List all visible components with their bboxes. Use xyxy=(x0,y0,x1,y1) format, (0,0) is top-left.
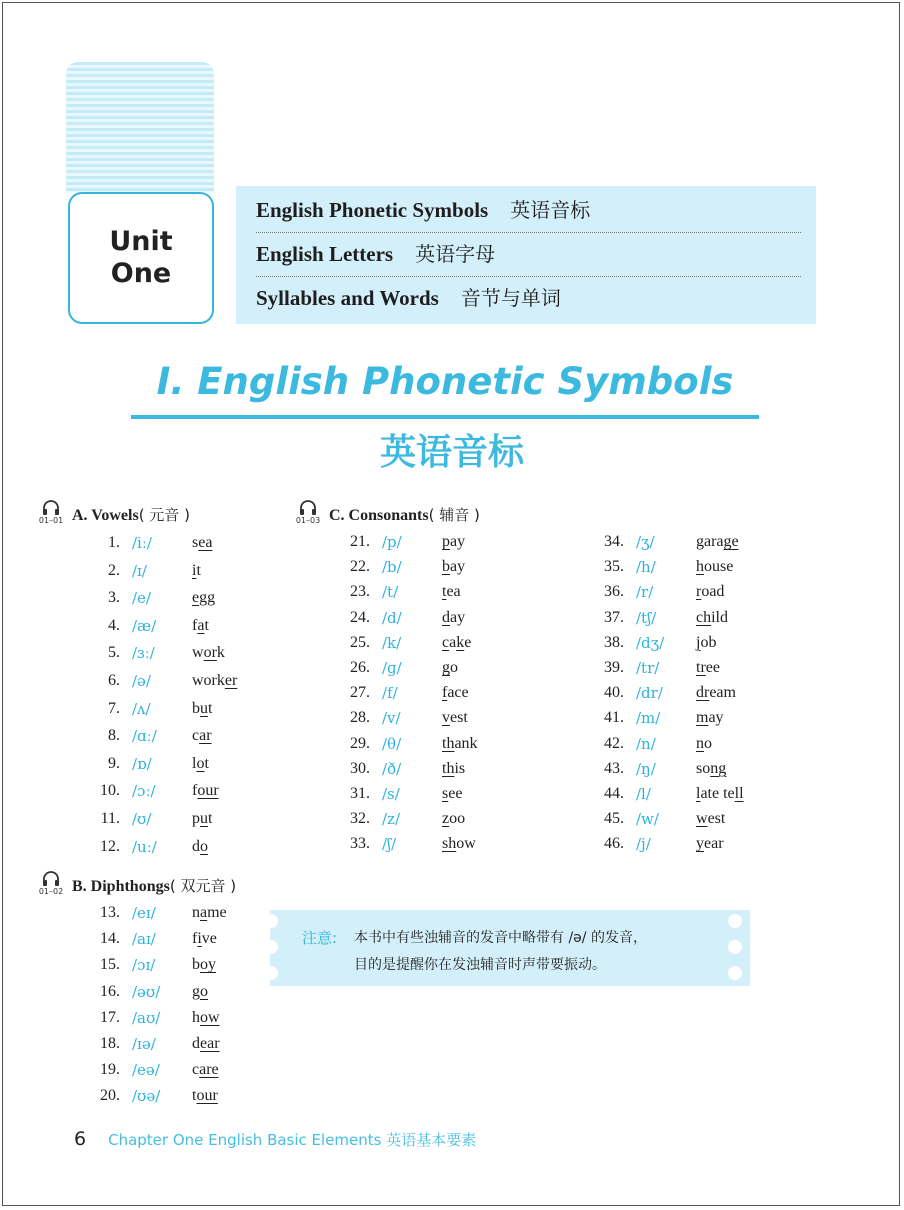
example-word: tree xyxy=(696,659,720,676)
phonetic-symbol: /aɪ/ xyxy=(132,930,156,949)
phonetic-symbol: /ɜː/ xyxy=(132,644,155,663)
row-number: 25. xyxy=(350,633,370,651)
example-word: tour xyxy=(192,1087,218,1105)
row-number: 5. xyxy=(108,644,120,662)
example-word: late tell xyxy=(696,785,744,802)
phonetic-symbol: /n/ xyxy=(636,734,656,753)
row-number: 31. xyxy=(350,785,370,802)
note-text-line: 目的是提醒你在发浊辅音时声带要振动。 xyxy=(354,957,606,973)
example-word: sea xyxy=(192,534,213,551)
row-number: 38. xyxy=(604,633,624,651)
phonetic-symbol: /l/ xyxy=(636,785,651,803)
example-word: thank xyxy=(442,734,478,752)
row-number: 23. xyxy=(350,583,370,601)
phonetic-symbol: /ʌ/ xyxy=(132,699,151,718)
row-number: 7. xyxy=(108,699,120,717)
punch-hole xyxy=(728,914,742,928)
row-number: 28. xyxy=(350,709,370,727)
row-number: 46. xyxy=(604,835,624,853)
example-word: vest xyxy=(442,709,468,727)
phonetic-symbol: /ʊə/ xyxy=(132,1087,161,1106)
headphones-icon xyxy=(42,871,60,887)
punch-hole xyxy=(728,966,742,980)
row-number: 36. xyxy=(604,583,624,601)
audio-track-consonants[interactable]: 01–03 xyxy=(293,500,323,526)
unit-label-box xyxy=(68,192,214,324)
row-number: 13. xyxy=(100,904,120,921)
phonetic-symbol: /r/ xyxy=(636,583,654,602)
row-number: 21. xyxy=(350,533,370,550)
row-number: 9. xyxy=(108,754,120,772)
example-word: may xyxy=(696,709,724,727)
row-number: 19. xyxy=(100,1061,120,1079)
phonetic-symbol: /h/ xyxy=(636,558,656,577)
audio-track-diphthongs[interactable]: 01–02 xyxy=(36,871,66,897)
phonetic-symbol: /ɒ/ xyxy=(132,754,152,773)
example-word: face xyxy=(442,684,469,702)
phonetic-symbol: /aʊ/ xyxy=(132,1008,161,1027)
phonetic-symbol: /iː/ xyxy=(132,534,152,552)
row-number: 20. xyxy=(100,1087,120,1105)
striped-tab-decoration xyxy=(66,62,214,192)
example-word: child xyxy=(696,608,728,626)
row-number: 22. xyxy=(350,558,370,576)
example-word: job xyxy=(696,633,717,651)
example-word: work xyxy=(192,644,225,662)
row-number: 18. xyxy=(100,1035,120,1052)
row-number: 45. xyxy=(604,810,624,828)
example-word: no xyxy=(696,734,712,752)
example-word: lot xyxy=(192,754,209,772)
phonetic-symbol: /ŋ/ xyxy=(636,759,656,778)
phonetic-symbol: /θ/ xyxy=(382,734,402,753)
row-number: 26. xyxy=(350,659,370,676)
phonetic-symbol: /ð/ xyxy=(382,759,402,778)
phonetic-symbol: /p/ xyxy=(382,533,402,551)
phonetic-symbol: /ɔɪ/ xyxy=(132,956,156,975)
row-number: 32. xyxy=(350,810,370,828)
example-word: care xyxy=(192,1061,219,1079)
example-word: pay xyxy=(442,533,466,550)
phonetic-symbol: /dʒ/ xyxy=(636,633,665,652)
phonetic-symbol: /əʊ/ xyxy=(132,982,161,1001)
phonetic-symbol: /dr/ xyxy=(636,684,663,703)
phonetic-symbol: /d/ xyxy=(382,608,402,627)
row-number: 17. xyxy=(100,1008,120,1026)
example-word: west xyxy=(696,810,726,828)
phonetic-symbol: /ə/ xyxy=(132,672,151,690)
headphones-icon xyxy=(299,500,317,516)
example-word: do xyxy=(192,837,208,855)
example-word: but xyxy=(192,699,213,717)
example-word: dream xyxy=(696,684,736,702)
example-word: go xyxy=(192,982,208,1000)
row-number: 15. xyxy=(100,956,120,974)
row-number: 39. xyxy=(604,659,624,676)
phonetic-symbol: /eə/ xyxy=(132,1061,160,1080)
row-number: 43. xyxy=(604,759,624,777)
phonetic-symbol: /t/ xyxy=(382,583,399,602)
row-number: 8. xyxy=(108,727,120,745)
example-word: boy xyxy=(192,956,216,974)
example-word: name xyxy=(192,904,227,921)
note-text-line: 本书中有些浊辅音的发音中略带有 /ə/ 的发音， xyxy=(354,930,647,946)
section-heading-chinese: 英语音标 xyxy=(379,432,524,473)
phonetic-symbol: /k/ xyxy=(382,633,402,652)
row-number: 14. xyxy=(100,930,120,948)
phonetic-symbol: /ʒ/ xyxy=(636,533,655,551)
example-word: zoo xyxy=(442,810,466,828)
topic-item: English Letters 英语字母 xyxy=(256,232,801,277)
row-number: 16. xyxy=(100,982,120,1000)
punch-hole xyxy=(264,966,278,980)
example-word: house xyxy=(696,558,734,576)
row-number: 41. xyxy=(604,709,624,727)
example-word: how xyxy=(192,1008,220,1026)
example-word: car xyxy=(192,727,212,745)
example-word: this xyxy=(442,759,466,777)
row-number: 33. xyxy=(350,835,370,853)
phonetic-symbol: /f/ xyxy=(382,684,398,703)
example-word: day xyxy=(442,608,466,626)
phonetic-symbol: /ʊ/ xyxy=(132,810,152,828)
example-word: garage xyxy=(696,533,739,550)
chapter-title: Chapter One English Basic Elements 英语基本要素 xyxy=(108,1131,477,1149)
example-word: egg xyxy=(192,589,216,607)
row-number: 29. xyxy=(350,734,370,752)
row-number: 6. xyxy=(108,672,120,689)
example-word: cake xyxy=(442,633,472,651)
phonetic-symbol: /tr/ xyxy=(636,659,660,677)
example-word: put xyxy=(192,810,213,827)
phonetic-symbol: /æ/ xyxy=(132,616,157,635)
row-number: 40. xyxy=(604,684,624,702)
example-word: bay xyxy=(442,558,466,576)
unit-topics-panel xyxy=(236,186,816,324)
row-number: 37. xyxy=(604,608,624,626)
phonetic-symbol: /v/ xyxy=(382,709,401,728)
row-number: 44. xyxy=(604,785,624,802)
topic-item: English Phonetic Symbols 英语音标 xyxy=(256,188,801,233)
phonetic-symbol: /uː/ xyxy=(132,837,157,856)
row-number: 27. xyxy=(350,684,370,702)
punch-hole xyxy=(728,940,742,954)
phonetic-symbol: /tʃ/ xyxy=(636,608,657,627)
row-number: 30. xyxy=(350,759,370,777)
phonetic-symbol: /ɔː/ xyxy=(132,782,156,801)
row-number: 34. xyxy=(604,533,624,550)
example-word: four xyxy=(192,782,219,800)
row-number: 35. xyxy=(604,558,624,576)
note-label: 注意: xyxy=(302,929,338,947)
section-heading: I. English Phonetic Symbols xyxy=(156,360,734,403)
example-word: five xyxy=(192,930,217,948)
phonetic-symbol: /ɪə/ xyxy=(132,1035,156,1053)
row-number: 10. xyxy=(100,782,120,800)
punch-hole xyxy=(264,940,278,954)
phonetic-symbol: /ʃ/ xyxy=(382,835,397,854)
row-number: 11. xyxy=(100,810,120,827)
heading-underline xyxy=(131,415,759,419)
phonetic-symbol: /ɡ/ xyxy=(382,659,402,677)
row-number: 3. xyxy=(108,589,120,607)
row-number: 24. xyxy=(350,608,370,626)
example-word: dear xyxy=(192,1035,220,1052)
example-word: see xyxy=(442,785,463,802)
phonetic-symbol: /j/ xyxy=(636,835,651,854)
example-word: worker xyxy=(192,672,238,689)
example-word: it xyxy=(192,561,201,579)
row-number: 4. xyxy=(108,616,120,634)
note-box xyxy=(270,910,750,986)
example-word: tea xyxy=(442,583,461,601)
row-number: 2. xyxy=(108,561,120,579)
phonetic-symbol: /e/ xyxy=(132,589,151,608)
phonetic-symbol: /z/ xyxy=(382,810,401,829)
example-word: road xyxy=(696,583,725,601)
row-number: 1. xyxy=(108,534,120,551)
example-word: go xyxy=(442,659,458,676)
phonetic-symbol: /eɪ/ xyxy=(132,904,156,922)
unit-word: Unit xyxy=(109,226,173,257)
audio-track-vowels[interactable]: 01–01 xyxy=(36,500,66,526)
example-word: song xyxy=(696,759,727,777)
example-word: show xyxy=(442,835,476,853)
phonetic-symbol: /w/ xyxy=(636,810,659,829)
phonetic-symbol: /s/ xyxy=(382,785,400,803)
phonetic-symbol: /ɑː/ xyxy=(132,727,157,746)
punch-hole xyxy=(264,914,278,928)
example-word: year xyxy=(696,835,724,853)
page-number: 6 xyxy=(74,1128,87,1150)
phonetic-symbol: /ɪ/ xyxy=(132,561,147,580)
phonetic-symbol: /b/ xyxy=(382,558,402,577)
example-word: fat xyxy=(192,616,209,634)
row-number: 12. xyxy=(100,837,120,855)
row-number: 42. xyxy=(604,734,624,752)
headphones-icon xyxy=(42,500,60,516)
page-footer xyxy=(74,1128,476,1150)
phonetic-symbol: /m/ xyxy=(636,709,661,728)
topic-item: Syllables and Words 音节与单词 xyxy=(256,286,561,310)
unit-number: One xyxy=(110,258,172,289)
